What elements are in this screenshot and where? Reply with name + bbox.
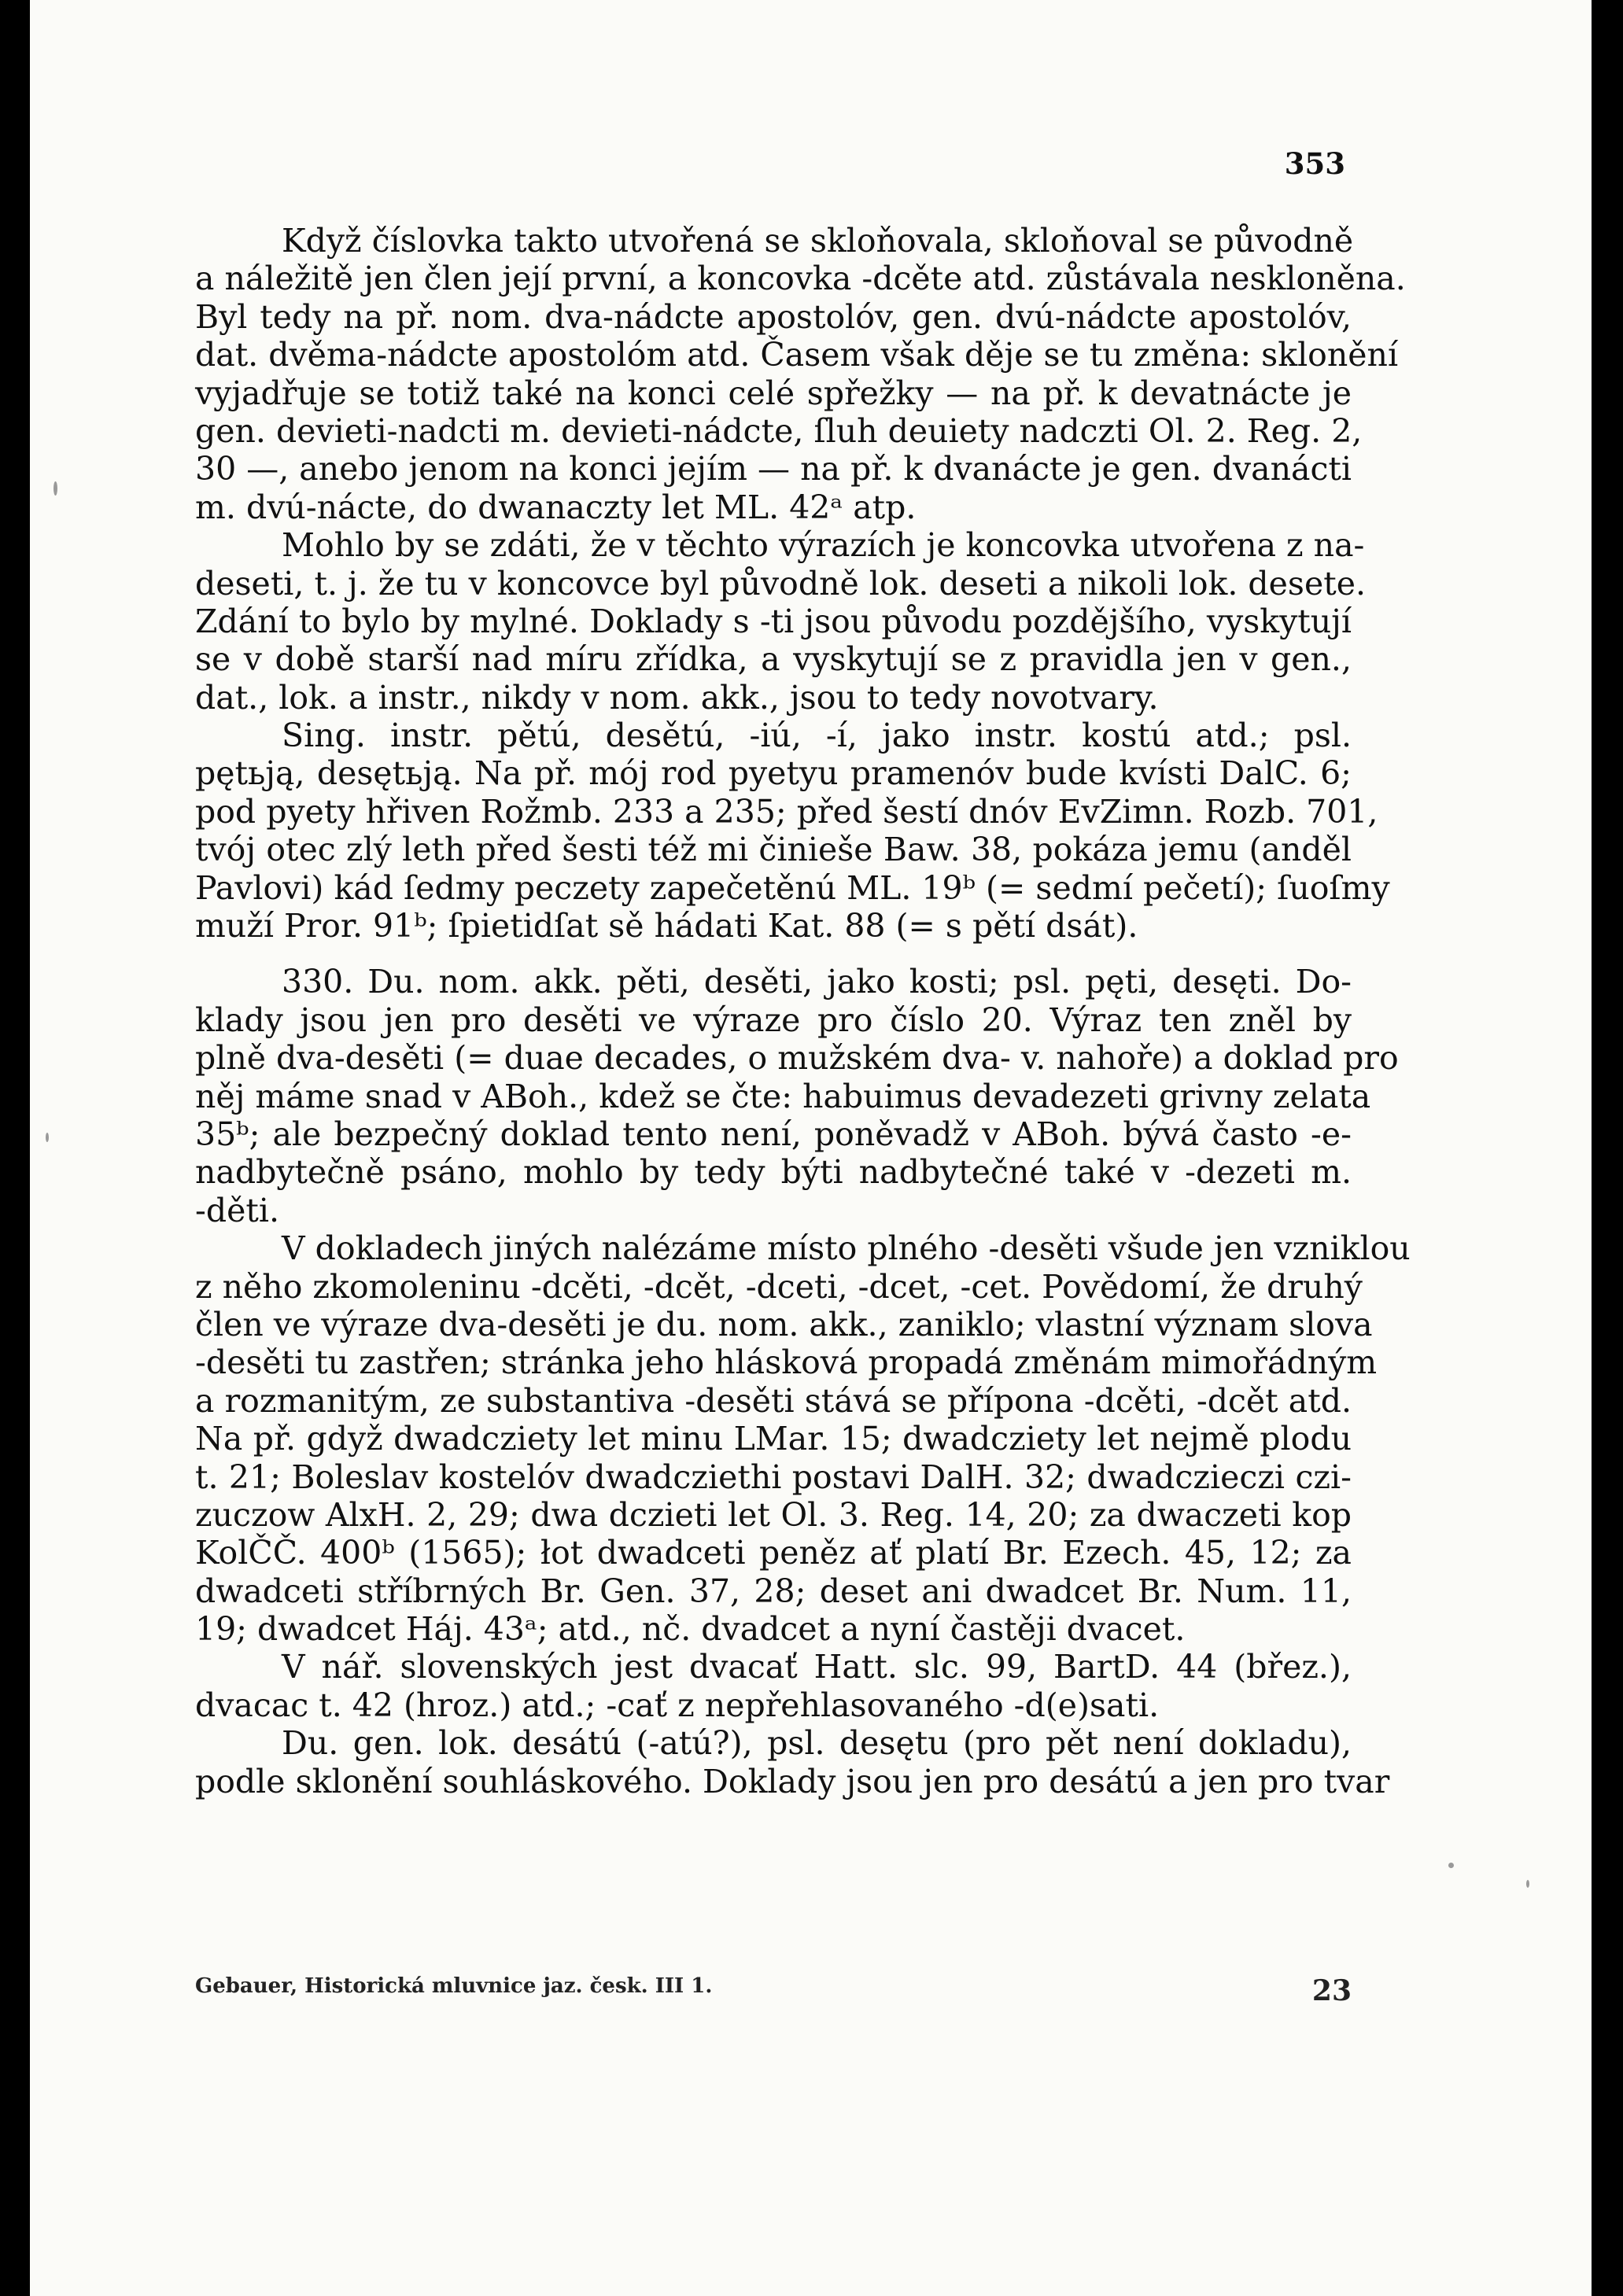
paragraph (195, 963, 1399, 1229)
text-line: t. 21; Boleslav kostelóv dwadcziethi postavi DalH. 32; dwadczieczi czi- (195, 1458, 1352, 1496)
scan-speck (53, 481, 57, 496)
text-line: KolČČ. 400ᵇ (1565); łot dwadceti peněz ať platí Br. Ezech. 45, 12; za (195, 1534, 1352, 1572)
footer-citation: Gebauer, Historická mluvnice jaz. česk. III 1. (195, 1974, 713, 1998)
page-number: 353 (1284, 146, 1345, 181)
text-line: muží Pror. 91ᵇ; ſpietidſat sě hádati Kat. 88 (= s pětí dsát). (195, 907, 1138, 945)
text-line: -desěti tu zastřen; stránka jeho hlásková propadá změnám mimořádným (195, 1343, 1378, 1382)
text-line: 330. Du. nom. akk. pěti, desěti, jako kosti; psl. pęti, desęti. Do- (282, 963, 1352, 1001)
text-line: V dokladech jiných nalézáme místo plného -desěti všude jen vzniklou (282, 1229, 1411, 1268)
text-line: Pavlovi) kád ſedmy peczety zapečetěnú ML. 19ᵇ (= sedmí pečetí); ſuoſmy (195, 868, 1390, 907)
text-line: z něho zkomoleninu -dcěti, -dcět, -dceti, -dcet, -cet. Povědomí, že druhý (195, 1267, 1363, 1306)
body-text (195, 222, 1411, 1800)
text-line: Na př. gdyž dwadcziety let minu LMar. 15; dwadcziety let nejmě plodu (195, 1420, 1352, 1458)
text-line: dat., lok. a instr., nikdy v nom. akk., jsou to tedy novotvary. (195, 678, 1159, 717)
text-line: 35ᵇ; ale bezpečný doklad tento není, poněvadž v ABoh. bývá často -e- (195, 1115, 1352, 1153)
text-line: vyjadřuje se totiž také na konci celé spřežky — na př. k devatnácte je (195, 374, 1352, 412)
text-line: klady jsou jen pro desěti ve výraze pro číslo 20. Výraz ten zněl by (195, 1001, 1352, 1039)
paragraph (195, 1229, 1411, 1649)
text-line: m. dvú-nácte, do dwanaczty let ML. 42ᵃ atp. (195, 488, 917, 526)
text-line: Sing. instr. pětú, desětú, -iú, -í, jako instr. kostú atd.; psl. (282, 717, 1352, 755)
text-line: se v době starší nad míru zřídka, a vyskytují se z pravidla jen v gen., (195, 640, 1352, 679)
text-line: a rozmanitým, ze substantiva -desěti stává se přípona -dcěti, -dcět atd. (195, 1381, 1352, 1420)
text-line: plně dva-desěti (= duae decades, o mužském dva- v. nahoře) a doklad pro (195, 1039, 1399, 1078)
text-line: dat. dvěma-nádcte apostolóm atd. Časem však děje se tu změna: sklonění (195, 336, 1399, 374)
text-line: člen ve výraze dva-desěti je du. nom. akk., zaniklo; vlastní význam slova (195, 1305, 1373, 1343)
scan-speck (1448, 1863, 1454, 1868)
section-gap (195, 945, 1352, 963)
text-line: pod pyety hřiven Rožmb. 233 a 235; před šestí dnóv EvZimn. Rozb. 701, (195, 792, 1378, 831)
text-line: Mohlo by se zdáti, že v těchto výrazích je koncovka utvořena z na- (282, 526, 1365, 565)
page-footer (195, 1974, 1352, 2007)
paragraph (195, 1648, 1352, 1724)
signature-mark: 23 (1311, 1974, 1352, 2007)
text-line: něj máme snad v ABoh., kdež se čte: habuimus devadezeti grivny zelata (195, 1077, 1371, 1115)
text-line: Du. gen. lok. desátú (-atú?), psl. desętu (pro pět není dokladu), (282, 1724, 1352, 1763)
text-line: 30 —, anebo jenom na konci jejím — na př. k dvanácte je gen. dvanácti (195, 450, 1352, 488)
paragraph (195, 717, 1390, 945)
text-line: 19; dwadcet Háj. 43ᵃ; atd., nč. dvadcet a nyní častěji dvacet. (195, 1610, 1186, 1649)
book-page (30, 0, 1592, 2296)
text-line: tvój otec zlý leth před šesti též mi činieše Baw. 38, pokáza jemu (anděl (195, 831, 1352, 869)
text-line: dvacac t. 42 (hroz.) atd.; -cať z nepřehlasovaného -d(e)sati. (195, 1686, 1160, 1724)
scan-speck (46, 1133, 49, 1142)
text-line: Byl tedy na př. nom. dva-nádcte apostolóv, gen. dvú-nádcte apostolóv, (195, 297, 1352, 336)
text-line: dwadceti stříbrných Br. Gen. 37, 28; deset ani dwadcet Br. Num. 11, (195, 1572, 1352, 1610)
text-line: deseti, t. j. že tu v koncovce byl původně lok. deseti a nikoli lok. desete. (195, 564, 1367, 603)
text-line: zuczow AlxH. 2, 29; dwa dczieti let Ol. 3. Reg. 14, 20; za dwaczeti kop (195, 1495, 1352, 1534)
text-line: a náležitě jen člen její první, a koncovka -dcěte atd. zůstávala neskloněna. (195, 260, 1406, 298)
text-line: nadbytečně psáno, mohlo by tedy býti nadbytečné také v -dezeti m. (195, 1153, 1352, 1192)
text-line: Zdání to bylo by mylné. Doklady s -ti jsou původu pozdějšího, vyskytují (195, 602, 1352, 640)
paragraph (195, 1724, 1390, 1800)
paragraph (195, 526, 1367, 717)
text-line: gen. devieti-nadcti m. devieti-nádcte, ſluh deuiety nadczti Ol. 2. Reg. 2, (195, 411, 1363, 450)
text-line: pętьją, desętьją. Na př. mój rod pyetyu pramenóv bude kvísti DalC. 6; (195, 754, 1352, 793)
text-line: V nář. slovenských jest dvacať Hatt. slc. 99, BartD. 44 (břez.), (282, 1648, 1352, 1686)
scan-speck (1526, 1880, 1529, 1888)
paragraph (195, 222, 1406, 526)
text-line: podle sklonění souhláskového. Doklady jsou jen pro desátú a jen pro tvar (195, 1762, 1390, 1800)
text-line: -děti. (195, 1191, 279, 1229)
text-line: Když číslovka takto utvořená se skloňovala, skloňoval se původně (282, 222, 1354, 260)
